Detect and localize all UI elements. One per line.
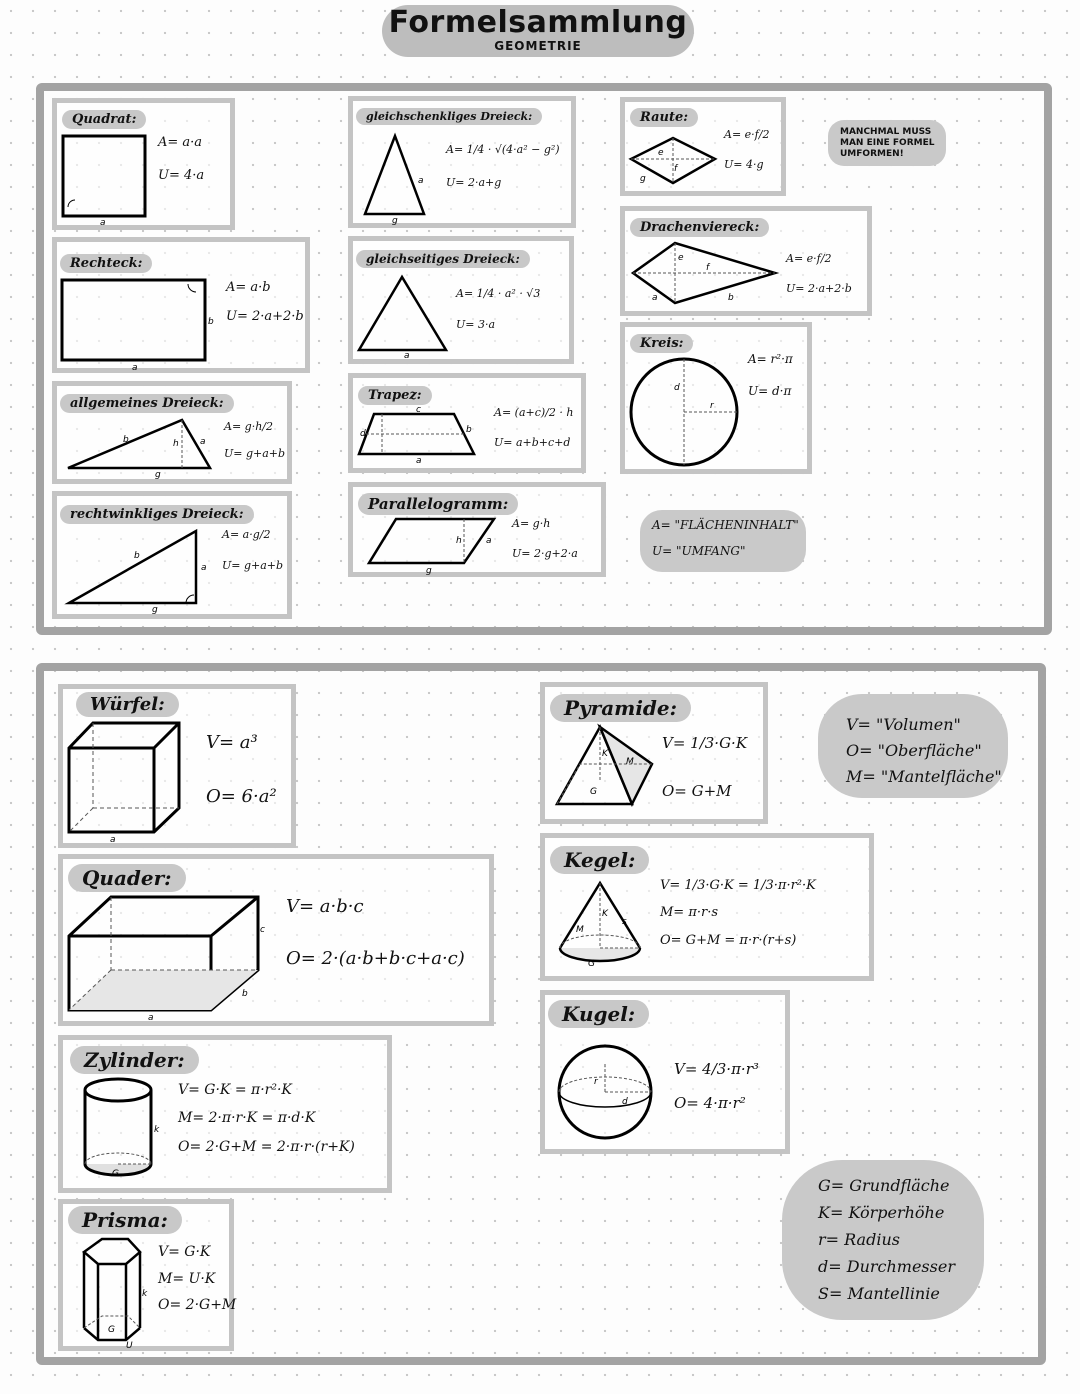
svg-text:e: e [678, 253, 684, 263]
svg-text:a: a [486, 536, 492, 546]
svg-text:c: c [416, 405, 421, 415]
trapezoid-figure [356, 405, 486, 466]
prism-figure [78, 1236, 148, 1351]
label-kugel: Kugel: [548, 1000, 649, 1028]
svg-text:h: h [456, 536, 462, 546]
rectangle-figure [60, 278, 220, 373]
raute-perimeter: U= 4·g [724, 158, 764, 171]
page-subtitle: GEOMETRIE [494, 39, 582, 53]
cuboid-figure [66, 894, 266, 1022]
svg-text:e: e [658, 148, 664, 158]
svg-text:f: f [706, 263, 710, 273]
parallelogramm-perimeter: U= 2·g+2·a [512, 547, 578, 560]
svg-text:a: a [201, 563, 207, 573]
svg-text:a: a [416, 456, 422, 466]
rw-dreieck-area: A= a·g/2 [222, 528, 271, 541]
kegel-mantle: M= π·r·s [660, 905, 719, 920]
svg-text:a: a [100, 218, 106, 228]
label-prisma: Prisma: [68, 1206, 182, 1234]
prisma-volume: V= G·K [158, 1244, 211, 1260]
svg-text:M: M [576, 925, 584, 935]
kite-figure [630, 240, 780, 308]
svg-text:r: r [594, 1077, 598, 1087]
svg-text:k: k [142, 1289, 148, 1299]
right-triangle-figure [66, 528, 206, 613]
svg-text:g: g [152, 605, 158, 615]
svg-text:k: k [154, 1125, 160, 1135]
label-wuerfel: Würfel: [76, 692, 179, 717]
prisma-surface: O= 2·G+M [158, 1297, 237, 1313]
svg-text:h: h [173, 439, 179, 449]
rechteck-area: A= a·b [226, 280, 271, 295]
svg-text:r: r [710, 401, 714, 411]
prisma-mantle: M= U·K [158, 1271, 216, 1287]
wuerfel-volume: V= a³ [206, 732, 258, 753]
pyramide-surface: O= G+M [662, 782, 732, 800]
svg-text:d: d [674, 383, 680, 393]
svg-text:M: M [626, 757, 634, 767]
label-allg-dreieck: allgemeines Dreieck: [60, 394, 234, 413]
allg-dreieck-area: A= g·h/2 [224, 420, 273, 433]
legend-volume: V= "Volumen" [846, 715, 961, 734]
quader-volume: V= a·b·c [286, 896, 364, 917]
svg-text:f: f [674, 164, 678, 174]
quadrat-area: A= a·a [158, 135, 203, 150]
svg-text:a: a [110, 835, 116, 845]
label-gseit-dreieck: gleichseitiges Dreieck: [356, 250, 530, 268]
kreis-perimeter: U= d·π [748, 384, 792, 398]
svg-text:a: a [418, 176, 424, 186]
pyramid-figure [554, 724, 656, 810]
label-trapez: Trapez: [358, 386, 432, 405]
legend-vom [846, 712, 1002, 790]
svg-text:d: d [360, 429, 366, 439]
svg-text:G: G [588, 959, 595, 969]
label-quadrat: Quadrat: [62, 110, 146, 129]
trapez-perimeter: U= a+b+c+d [494, 436, 571, 449]
allg-dreieck-perimeter: U= g+a+b [224, 447, 286, 460]
parallelogramm-area: A= g·h [512, 517, 551, 530]
formula-note: MANCHMAL MUSS MAN EINE FORMEL UMFORMEN! [840, 127, 935, 159]
legend-area: A= "FLÄCHENINHALT" [652, 518, 799, 532]
zylinder-mantle: M= 2·π·r·K = π·d·K [178, 1110, 316, 1126]
page-title: Formelsammlung [388, 5, 688, 40]
kegel-volume: V= 1/3·G·K = 1/3·π·r²·K [660, 878, 816, 893]
zylinder-volume: V= G·K = π·r²·K [178, 1082, 292, 1098]
rw-dreieck-perimeter: U= g+a+b [222, 559, 284, 572]
svg-text:b: b [123, 435, 129, 445]
label-zylinder: Zylinder: [70, 1046, 199, 1074]
cube-figure [66, 720, 186, 844]
svg-text:a: a [132, 363, 138, 373]
svg-text:g: g [155, 470, 161, 480]
label-kreis: Kreis: [630, 334, 693, 353]
svg-text:g: g [392, 216, 398, 226]
label-rw-dreieck: rechtwinkliges Dreieck: [60, 505, 254, 524]
svg-text:U: U [126, 1341, 133, 1351]
svg-text:G: G [590, 787, 597, 797]
general-triangle-figure [65, 416, 215, 478]
svg-text:a: a [404, 351, 410, 361]
svg-text:c: c [260, 925, 265, 935]
svg-text:b: b [242, 989, 248, 999]
svg-text:a: a [200, 437, 206, 447]
svg-text:g: g [426, 566, 432, 576]
svg-text:G: G [112, 1169, 119, 1179]
svg-text:K: K [602, 909, 608, 919]
pyramide-volume: V= 1/3·G·K [662, 734, 748, 752]
legend-perimeter: U= "UMFANG" [652, 544, 746, 558]
cylinder-figure [82, 1076, 166, 1186]
legend-s: S= Mantellinie [818, 1284, 940, 1303]
drachen-area: A= e·f/2 [786, 252, 832, 265]
svg-text:K: K [602, 749, 608, 759]
label-parallelogramm: Parallelogramm: [358, 493, 518, 515]
label-gs-dreieck: gleichschenkliges Dreieck: [356, 108, 542, 125]
gseit-dreieck-perimeter: U= 3·a [456, 318, 496, 331]
svg-text:b: b [208, 317, 214, 327]
label-pyramide: Pyramide: [550, 694, 691, 722]
legend-k: K= Körperhöhe [818, 1203, 945, 1222]
quadrat-perimeter: U= 4·a [158, 168, 205, 183]
drachen-perimeter: U= 2·a+2·b [786, 282, 852, 295]
square-figure [60, 133, 150, 228]
legend-symbols [818, 1172, 955, 1307]
legend-d: d= Durchmesser [818, 1257, 955, 1276]
label-quader: Quader: [68, 864, 186, 892]
rhombus-figure [628, 135, 720, 190]
cone-figure [556, 880, 644, 976]
legend-surface: O= "Oberfläche" [846, 741, 982, 760]
svg-text:d: d [622, 1097, 628, 1107]
quader-surface: O= 2·(a·b+b·c+a·c) [286, 948, 465, 969]
svg-text:a: a [652, 293, 658, 303]
gseit-dreieck-area: A= 1/4 · a² · √3 [456, 287, 541, 300]
label-raute: Raute: [630, 108, 698, 127]
raute-area: A= e·f/2 [724, 128, 770, 141]
svg-text:a: a [148, 1013, 154, 1023]
kugel-volume: V= 4/3·π·r³ [674, 1060, 759, 1078]
label-kegel: Kegel: [550, 846, 649, 874]
parallelogram-figure [366, 515, 501, 575]
legend-r: r= Radius [818, 1230, 900, 1249]
svg-text:s: s [622, 917, 627, 927]
sphere-figure [556, 1044, 656, 1142]
legend-mantle: M= "Mantelfläche" [846, 767, 1002, 786]
trapez-area: A= (a+c)/2 · h [494, 406, 574, 419]
circle-figure [628, 356, 740, 468]
label-drachen: Drachenviereck: [630, 218, 769, 237]
svg-text:G: G [108, 1325, 115, 1335]
legend-g: G= Grundfläche [818, 1176, 950, 1195]
svg-text:b: b [728, 293, 734, 303]
kegel-surface: O= G+M = π·r·(r+s) [660, 933, 797, 948]
rechteck-perimeter: U= 2·a+2·b [226, 309, 304, 324]
title-banner [382, 5, 694, 57]
gs-dreieck-area: A= 1/4 · √(4·a² − g²) [446, 143, 560, 156]
svg-text:b: b [134, 551, 140, 561]
wuerfel-surface: O= 6·a² [206, 786, 277, 807]
zylinder-surface: O= 2·G+M = 2·π·r·(r+K) [178, 1139, 355, 1155]
kreis-area: A= r²·π [748, 352, 793, 366]
equilateral-triangle-figure [356, 274, 456, 361]
gs-dreieck-perimeter: U= 2·a+g [446, 176, 502, 189]
isosceles-triangle-figure [362, 133, 428, 225]
label-rechteck: Rechteck: [60, 254, 152, 273]
kugel-surface: O= 4·π·r² [674, 1094, 746, 1112]
svg-text:b: b [466, 425, 472, 435]
svg-text:g: g [640, 174, 646, 184]
